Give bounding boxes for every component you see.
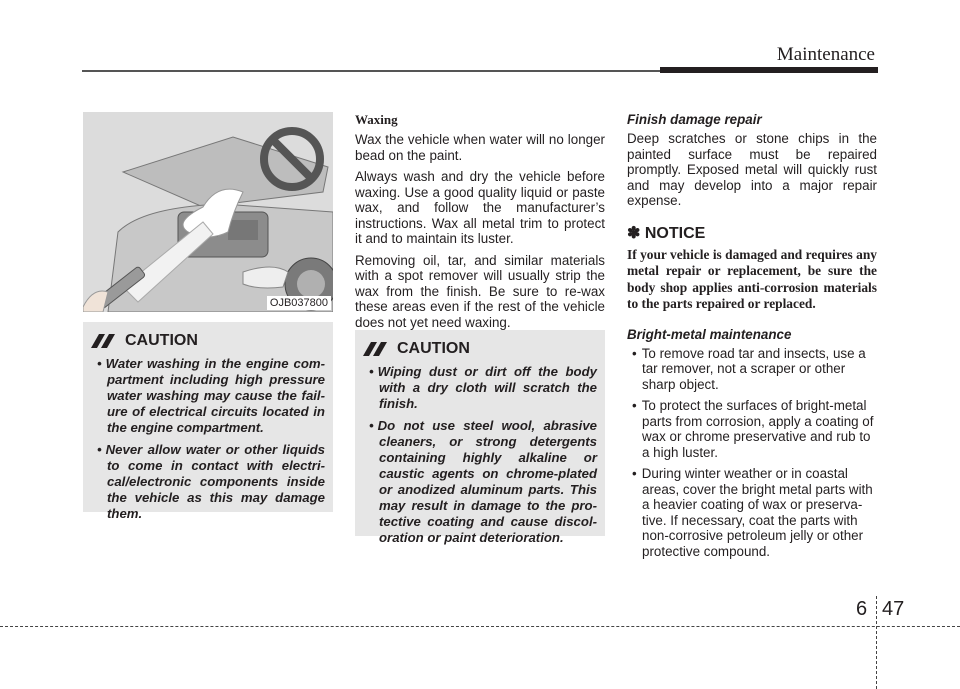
caution-list <box>91 356 325 522</box>
header-rule-accent <box>660 67 878 73</box>
bright-metal-heading: Bright-metal maintenance <box>627 326 792 342</box>
list-item: • During winter weather or in coastal areas, cover the bright metal parts with a heavier coating of wax or preserva-tive. If necessary, coat the parts with non-corrosive petroleum jelly or other protective compound. <box>627 466 877 559</box>
waxing-section <box>355 112 605 336</box>
notice-star-icon: ✽ <box>627 224 641 242</box>
caution-item: • Water washing in the engine com-partment including high pressure water washing may cause the fail-ure of electrical circuits located in the engine compartment. <box>91 356 325 436</box>
notice-title: NOTICE <box>644 224 706 242</box>
caution-box-cleaning <box>355 330 605 545</box>
footer-rule <box>0 626 960 627</box>
list-item: • To protect the surfaces of bright-metal parts from corrosion, apply a coating of wax or chrome preservative and rub to a high luster. <box>627 398 877 460</box>
header-rule <box>82 70 660 72</box>
prohibition-icon <box>259 126 325 192</box>
caution-title: CAUTION <box>397 340 470 357</box>
engine-washing-illustration <box>83 112 333 312</box>
notice-heading <box>627 223 877 243</box>
chapter-number: 6 <box>856 598 868 620</box>
page-number: 47 <box>882 598 905 620</box>
notice-text: If your vehicle is damaged and requires any metal repair or replacement, be sure the body shop applies anti-corrosion materials to the parts repaired or replaced. <box>627 246 877 311</box>
caution-item: • Do not use steel wool, abrasive cleaners, or strong detergents containing highly alkaline or caustic agents on chrome-plated or anodized aluminum parts. This may result in damage to the pro-tective coating and cause discol-oration or paint deterioration. <box>363 418 597 546</box>
waxing-heading: Waxing <box>355 112 398 127</box>
caution-heading <box>363 340 597 358</box>
waxing-paragraph: Wax the vehicle when water will no longer bead on the paint. <box>355 132 605 163</box>
finish-care-section <box>627 112 877 565</box>
finish-damage-heading: Finish damage repair <box>627 112 762 127</box>
caution-slash-icon <box>91 334 117 348</box>
caution-heading <box>91 332 325 350</box>
caution-slash-icon <box>363 342 389 356</box>
finish-damage-text: Deep scratches or stone chips in the painted surface must be repaired promptly. Exposed metal will quickly rust and may develop into a major repair expense. <box>627 131 877 208</box>
caution-item: • Never allow water or other liquids to come in contact with electri-cal/electronic components inside the vehicle as this may damage them. <box>91 442 325 522</box>
bright-metal-list <box>627 346 877 560</box>
figure-code: OJB037800 <box>267 296 331 310</box>
footer-divider <box>876 596 877 689</box>
caution-box-engine-washing <box>83 322 333 521</box>
caution-title: CAUTION <box>125 332 198 349</box>
caution-item: • Wiping dust or dirt off the body with a dry cloth will scratch the finish. <box>363 364 597 412</box>
waxing-paragraph: Removing oil, tar, and similar materials with a spot remover will usually strip the wax from the finish. Be sure to re-wax these areas even if the rest of the vehicle does not yet need waxing. <box>355 252 605 330</box>
list-item: • To remove road tar and insects, use a tar remover, not a scraper or other sharp object. <box>627 346 877 393</box>
section-title: Maintenance <box>776 44 875 65</box>
caution-list <box>363 364 597 546</box>
waxing-paragraph: Always wash and dry the vehicle before waxing. Use a good quality liquid or paste wax, and follow the manufacturer’s instructions. Wax all metal trim to protect it and to maintain its luster. <box>355 169 605 246</box>
